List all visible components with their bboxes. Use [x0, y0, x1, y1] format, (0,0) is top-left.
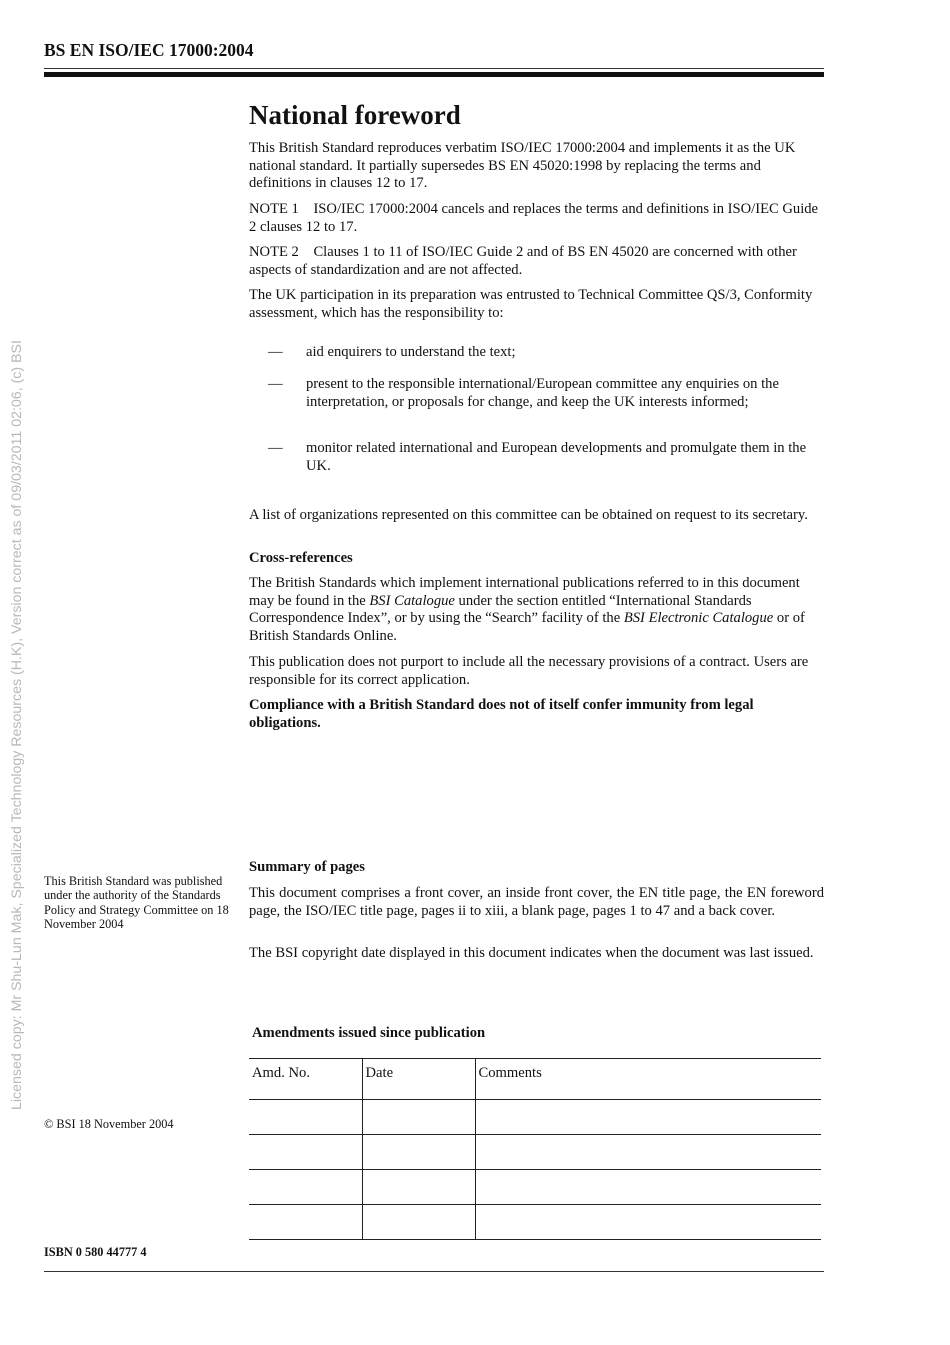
- cross-text-1: The British Standards which implement international publications referred to in this document may be found in the: [249, 575, 800, 609]
- table-row: [249, 1100, 821, 1135]
- page-title: National foreword: [249, 100, 461, 130]
- bullet-item: present to the responsible international/European committee any enquiries on the interpretation, or proposals for change, and keep the UK interests informed;: [306, 376, 779, 410]
- column-header-date: Date: [362, 1059, 475, 1100]
- table-row: [249, 1205, 821, 1240]
- cross-text-3: or of British Standards Online.: [249, 610, 805, 644]
- bsi-copyright: © BSI 18 November 2004: [44, 1117, 174, 1131]
- header-thick-rule: [44, 72, 824, 77]
- license-watermark: Licensed copy: Mr Shu-Lun Mak, Specialized Technology Resources (H.K), Version correct as of 09/03/2011 02:06, (c) BSI: [9, 340, 25, 1110]
- table-row: [249, 1135, 821, 1170]
- participation-paragraph: The UK participation in its preparation was entrusted to Technical Committee QS/3, Conformity assessment, which has the responsibility to:: [249, 287, 813, 321]
- table-header-row: [249, 1059, 821, 1100]
- amendments-table: [249, 1058, 821, 1240]
- provisions-paragraph: This publication does not purport to include all the necessary provisions of a contract. Users are responsible for its correct application.: [249, 654, 809, 688]
- publication-authority-note: This British Standard was published under the authority of the Standards Policy and Strategy Committee on 18 November 2004: [44, 874, 229, 932]
- summary-of-pages-heading: Summary of pages: [249, 859, 365, 875]
- organizations-paragraph: A list of organizations represented on this committee can be obtained on request to its secretary.: [249, 507, 808, 523]
- summary-of-pages-paragraph: This document comprises a front cover, an inside front cover, the EN title page, the EN foreword page, the ISO/IEC title page, pages ii to xiii, a blank page, pages 1 to 47 and a back cover.: [249, 885, 824, 919]
- bullet-dash: —: [268, 440, 283, 456]
- cross-text-2: under the section entitled “International Standards Correspondence Index”, or by using the “Search” facility of the: [249, 592, 752, 626]
- bullet-item: monitor related international and European developments and promulgate them in the UK.: [306, 440, 807, 474]
- note-1: NOTE 1 ISO/IEC 17000:2004 cancels and replaces the terms and definitions in ISO/IEC Guide 2 clauses 12 to 17.: [249, 201, 822, 235]
- footer-rule: [44, 1271, 824, 1272]
- isbn: ISBN 0 580 44777 4: [44, 1245, 147, 1259]
- bsi-catalogue-title: BSI Catalogue: [369, 592, 455, 609]
- amendments-heading: Amendments issued since publication: [252, 1025, 486, 1041]
- header-thin-rule: [44, 68, 824, 69]
- bullet-item: aid enquirers to understand the text;: [306, 344, 516, 360]
- cross-references-paragraph: [249, 575, 824, 645]
- document-id: BS EN ISO/IEC 17000:2004: [44, 40, 254, 60]
- bullet-dash: —: [268, 376, 283, 392]
- bsi-electronic-catalogue-title: BSI Electronic Catalogue: [623, 610, 774, 626]
- note-2: NOTE 2 Clauses 1 to 11 of ISO/IEC Guide 2 and of BS EN 45020 are concerned with other aspects of standardization and are not affected.: [249, 244, 801, 278]
- bullet-dash: —: [268, 344, 283, 360]
- intro-paragraph: This British Standard reproduces verbatim ISO/IEC 17000:2004 and implements it as the UK national standard. It partially supersedes BS EN 45020:1998 by replacing the terms and definitions in clauses 12 to 17.: [249, 140, 796, 191]
- cross-references-heading: Cross-references: [249, 550, 353, 566]
- column-header-amd-no: Amd. No.: [249, 1059, 362, 1100]
- copyright-date-paragraph: The BSI copyright date displayed in this document indicates when the document was last issued.: [249, 945, 814, 961]
- table-row: [249, 1170, 821, 1205]
- column-header-comments: Comments: [475, 1059, 821, 1100]
- compliance-statement: Compliance with a British Standard does not of itself confer immunity from legal obligations.: [249, 697, 754, 731]
